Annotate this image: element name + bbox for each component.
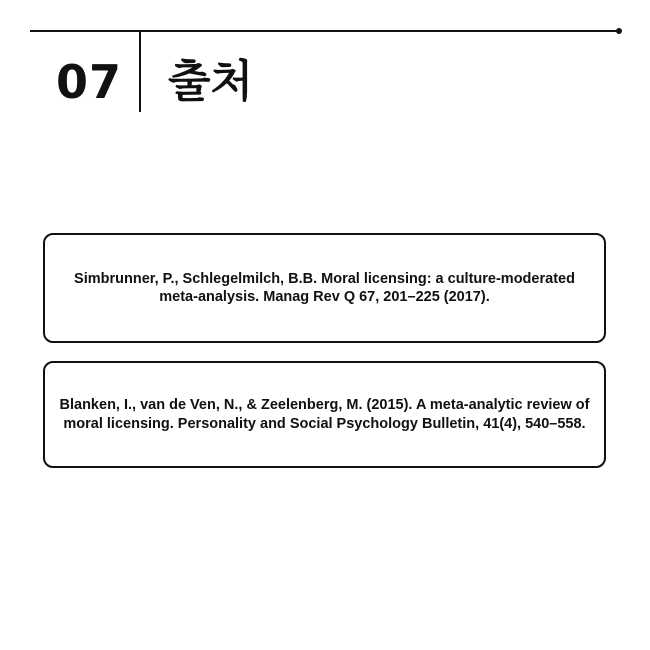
section-title: 출처 <box>168 56 254 107</box>
reference-text: Blanken, I., van de Ven, N., & Zeelenberg, M. (2015). A meta-analytic review of moral licensing. Personality and Social Psychology Bulletin, 41(4), 540–558. <box>59 397 590 432</box>
header-vertical-divider <box>139 32 141 112</box>
header-top-rule <box>30 30 620 32</box>
header-rule-end-dot <box>616 28 622 34</box>
reference-text: Simbrunner, P., Schlegelmilch, B.B. Moral licensing: a culture-moderated meta-analysis. Manag Rev Q 67, 201–225 (2017). <box>74 270 575 305</box>
reference-card <box>43 361 606 468</box>
section-number: 07 <box>56 55 123 109</box>
reference-card <box>43 233 606 343</box>
